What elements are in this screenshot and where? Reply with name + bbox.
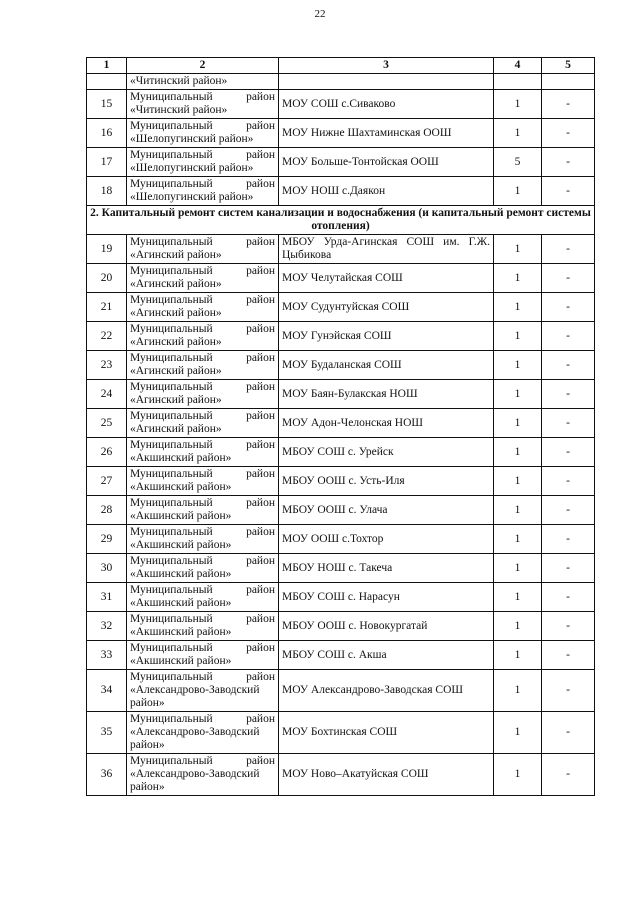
row-quantity: 1: [494, 119, 542, 148]
row-district: Муниципальный район «Акшинский район»: [127, 467, 279, 496]
header-cell-5: 5: [542, 58, 595, 74]
rows-group-1: [87, 90, 595, 206]
row-dash: -: [542, 293, 595, 322]
row-school: МОУ Александрово-Заводская СОШ: [279, 670, 494, 712]
row-quantity: 1: [494, 670, 542, 712]
continuation-row: [87, 74, 595, 90]
row-quantity: 1: [494, 525, 542, 554]
row-dash: -: [542, 525, 595, 554]
row-quantity: 1: [494, 438, 542, 467]
table-row: [87, 322, 595, 351]
row-district: Муниципальный район «Александрово-Заводский район»: [127, 754, 279, 796]
row-dash: -: [542, 177, 595, 206]
page-number: 22: [314, 8, 326, 20]
continuation-school-cell: [279, 74, 494, 90]
table-row: [87, 712, 595, 754]
table-row: [87, 754, 595, 796]
row-school: МОУ Будаланская СОШ: [279, 351, 494, 380]
row-school: МОУ Нижне Шахтаминская ООШ: [279, 119, 494, 148]
table-row: [87, 438, 595, 467]
table-row: [87, 525, 595, 554]
row-school: МОУ Челутайская СОШ: [279, 264, 494, 293]
row-dash: -: [542, 670, 595, 712]
row-dash: -: [542, 467, 595, 496]
row-school: МОУ Баян-Булакская НОШ: [279, 380, 494, 409]
row-school: МОУ СОШ с.Сиваково: [279, 90, 494, 119]
row-dash: -: [542, 496, 595, 525]
row-district: Муниципальный район «Шелопугинский район»: [127, 148, 279, 177]
row-school: МОУ ООШ с.Тохтор: [279, 525, 494, 554]
table-row: [87, 554, 595, 583]
row-district: Муниципальный район «Агинский район»: [127, 235, 279, 264]
row-quantity: 1: [494, 496, 542, 525]
row-district: Муниципальный район «Агинский район»: [127, 293, 279, 322]
table-header-row: [87, 58, 595, 74]
row-school: МБОУ СОШ с. Урейск: [279, 438, 494, 467]
row-school: МОУ Судунтуйская СОШ: [279, 293, 494, 322]
row-number: 25: [87, 409, 127, 438]
table-row: [87, 409, 595, 438]
row-quantity: 1: [494, 641, 542, 670]
row-number: 20: [87, 264, 127, 293]
row-quantity: 5: [494, 148, 542, 177]
row-school: МОУ Ново–Акатуйская СОШ: [279, 754, 494, 796]
row-quantity: 1: [494, 380, 542, 409]
continuation-qty-cell: [494, 74, 542, 90]
table-row: [87, 293, 595, 322]
row-quantity: 1: [494, 467, 542, 496]
row-dash: -: [542, 438, 595, 467]
row-number: 21: [87, 293, 127, 322]
schools-table: [86, 57, 595, 796]
row-dash: -: [542, 641, 595, 670]
row-number: 17: [87, 148, 127, 177]
continuation-num-cell: [87, 74, 127, 90]
row-dash: -: [542, 351, 595, 380]
row-dash: -: [542, 554, 595, 583]
continuation-district: «Читинский район»: [127, 74, 279, 90]
row-school: МБОУ Урда-Агинская СОШ им. Г.Ж. Цыбикова: [279, 235, 494, 264]
row-number: 18: [87, 177, 127, 206]
header-cell-2: 2: [127, 58, 279, 74]
header-cell-1: 1: [87, 58, 127, 74]
row-number: 26: [87, 438, 127, 467]
row-quantity: 1: [494, 409, 542, 438]
row-number: 34: [87, 670, 127, 712]
row-dash: -: [542, 612, 595, 641]
row-number: 24: [87, 380, 127, 409]
row-district: Муниципальный район «Агинский район»: [127, 264, 279, 293]
row-number: 35: [87, 712, 127, 754]
row-quantity: 1: [494, 177, 542, 206]
row-number: 29: [87, 525, 127, 554]
row-quantity: 1: [494, 264, 542, 293]
row-quantity: 1: [494, 583, 542, 612]
row-district: Муниципальный район «Агинский район»: [127, 380, 279, 409]
row-dash: -: [542, 754, 595, 796]
row-quantity: 1: [494, 712, 542, 754]
row-school: МБОУ НОШ с. Такеча: [279, 554, 494, 583]
section-row: [87, 206, 595, 235]
row-number: 36: [87, 754, 127, 796]
row-dash: -: [542, 90, 595, 119]
row-district: Муниципальный район «Читинский район»: [127, 90, 279, 119]
table-row: [87, 90, 595, 119]
row-number: 33: [87, 641, 127, 670]
row-dash: -: [542, 322, 595, 351]
row-quantity: 1: [494, 90, 542, 119]
table-row: [87, 119, 595, 148]
table-row: [87, 264, 595, 293]
table-row: [87, 467, 595, 496]
table-row: [87, 641, 595, 670]
row-district: Муниципальный район «Акшинский район»: [127, 554, 279, 583]
table-row: [87, 177, 595, 206]
row-number: 15: [87, 90, 127, 119]
row-number: 28: [87, 496, 127, 525]
row-number: 32: [87, 612, 127, 641]
row-district: Муниципальный район «Шелопугинский район»: [127, 177, 279, 206]
row-number: 22: [87, 322, 127, 351]
row-district: Муниципальный район «Агинский район»: [127, 351, 279, 380]
table-row: [87, 670, 595, 712]
row-dash: -: [542, 148, 595, 177]
row-quantity: 1: [494, 554, 542, 583]
row-school: МБОУ СОШ с. Нарасун: [279, 583, 494, 612]
row-quantity: 1: [494, 293, 542, 322]
table-row: [87, 496, 595, 525]
table-row: [87, 351, 595, 380]
row-school: МБОУ ООШ с. Улача: [279, 496, 494, 525]
row-school: МОУ Больше-Тонтойская ООШ: [279, 148, 494, 177]
row-school: МОУ Бохтинская СОШ: [279, 712, 494, 754]
row-district: Муниципальный район «Шелопугинский район»: [127, 119, 279, 148]
row-district: Муниципальный район «Александрово-Заводский район»: [127, 670, 279, 712]
row-dash: -: [542, 119, 595, 148]
row-district: Муниципальный район «Акшинский район»: [127, 496, 279, 525]
header-cell-3: 3: [279, 58, 494, 74]
continuation-dash-cell: [542, 74, 595, 90]
row-quantity: 1: [494, 322, 542, 351]
table-row: [87, 583, 595, 612]
row-district: Муниципальный район «Акшинский район»: [127, 641, 279, 670]
row-dash: -: [542, 583, 595, 612]
row-number: 30: [87, 554, 127, 583]
row-school: МОУ НОШ с.Даякон: [279, 177, 494, 206]
row-district: Муниципальный район «Агинский район»: [127, 409, 279, 438]
table-row: [87, 380, 595, 409]
row-dash: -: [542, 264, 595, 293]
row-quantity: 1: [494, 351, 542, 380]
header-cell-4: 4: [494, 58, 542, 74]
row-quantity: 1: [494, 754, 542, 796]
row-number: 27: [87, 467, 127, 496]
table-row: [87, 612, 595, 641]
row-school: МБОУ ООШ с. Новокургатай: [279, 612, 494, 641]
row-dash: -: [542, 235, 595, 264]
row-number: 23: [87, 351, 127, 380]
row-district: Муниципальный район «Акшинский район»: [127, 612, 279, 641]
rows-group-2: [87, 235, 595, 796]
table-row: [87, 148, 595, 177]
row-school: МОУ Гунэйская СОШ: [279, 322, 494, 351]
row-school: МОУ Адон-Челонская НОШ: [279, 409, 494, 438]
table-row: [87, 235, 595, 264]
row-district: Муниципальный район «Акшинский район»: [127, 525, 279, 554]
row-dash: -: [542, 380, 595, 409]
row-school: МБОУ СОШ с. Акша: [279, 641, 494, 670]
row-district: Муниципальный район «Акшинский район»: [127, 583, 279, 612]
row-district: Муниципальный район «Акшинский район»: [127, 438, 279, 467]
row-number: 16: [87, 119, 127, 148]
row-quantity: 1: [494, 612, 542, 641]
row-number: 31: [87, 583, 127, 612]
row-quantity: 1: [494, 235, 542, 264]
row-dash: -: [542, 409, 595, 438]
row-number: 19: [87, 235, 127, 264]
row-dash: -: [542, 712, 595, 754]
row-school: МБОУ ООШ с. Усть-Иля: [279, 467, 494, 496]
row-district: Муниципальный район «Агинский район»: [127, 322, 279, 351]
section-title: 2. Капитальный ремонт систем канализации и водоснабжения (и капитальный ремонт системы отопления): [87, 206, 595, 235]
row-district: Муниципальный район «Александрово-Заводский район»: [127, 712, 279, 754]
